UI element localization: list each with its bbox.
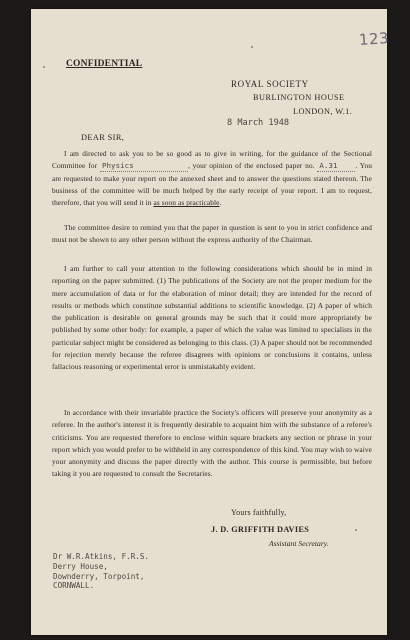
committee-field: Physics [100,161,188,172]
paper-speck [43,66,45,68]
page-number: 123 [358,28,390,50]
signatory-name: J. D. GRIFFITH DAVIES [211,525,310,534]
recipient-line: CORNWALL. [53,581,95,591]
paper-number-field: A.31 [317,161,355,172]
recipient-line: Downderry, Torpoint, [53,571,145,581]
paragraph-confidence: The committee desire to remind you that the paper in question is sent to you in strict confidence and must not be shown to any other person without the express authority of the Chairman. [52,223,372,245]
organisation-name: ROYAL SOCIETY [231,79,309,89]
letter-sheet [31,9,390,635]
paragraph-text: . [219,198,222,208]
signatory-title: Assistant Secretary. [269,539,329,548]
paper-speck [355,529,357,531]
address-line-2: LONDON, W.1. [293,107,353,116]
paragraph-text: I am directed to ask you to be so good as to give in writing, for the guidance of the Sectional Committee for [52,149,372,171]
paragraph-anonymity: In accordance with their invariable practice the Society's officers will preserve your anonymity as a referee. In the author's interest it is frequently desirable to acquaint him with the substance of a referee's criticisms. You are requested therefore to enclose within square brackets any section or phrase in your report which you would prefer to be withheld in any correspondence of this kind. You may wish to waive your anonymity and discuss the paper directly with the author. This course is permissible, but before taking it you are requested to consult the Secretaries. [52,408,372,479]
underlined-phrase: as soon as practicable [153,198,220,208]
paper-speck [251,46,253,48]
salutation: DEAR SIR, [81,133,125,142]
paragraph-text: . You are requested to make your report on the annexed sheet and to answer the questions stated thereon. The business of the committee will be much helped by the early receipt of your report. I am to request, therefore, that you will send it in [52,161,372,208]
address-line-1: BURLINGTON HOUSE [253,93,345,102]
recipient-address [53,552,149,591]
closing-line: Yours faithfully, [231,508,287,517]
letter-date: 8 March 1948 [227,118,290,128]
paragraph-guidance [52,148,372,209]
recipient-line: Dr W.R.Atkins, F.R.S. [53,552,150,561]
confidential-heading: CONFIDENTIAL [66,59,143,69]
paragraph-text: , your opinion of the enclosed paper no. [187,161,315,171]
paragraph-considerations: I am further to call your attention to the following considerations which should be in mind in reporting on the paper submitted. (1) The publications of the Society are not the proper medium for the mere accumulation of data or for the elaboration of minor detail; they are intended for the record of results or methods which constitute substantial additions to scientific knowledge. (2) A paper of which the publication is desirable on general grounds may be such that it could more appropriately be published by some other body: for example, a paper of which the value was limited to specialists in the particular subject might be considered as belonging to this class. (3) A paper should not be recommended for rejection merely because the referee disagrees with opinions or conclusions it contains, unless fallacious reasoning or experimental error is unmistakably evident. [52,264,372,372]
recipient-line: Derry House, [53,561,108,571]
